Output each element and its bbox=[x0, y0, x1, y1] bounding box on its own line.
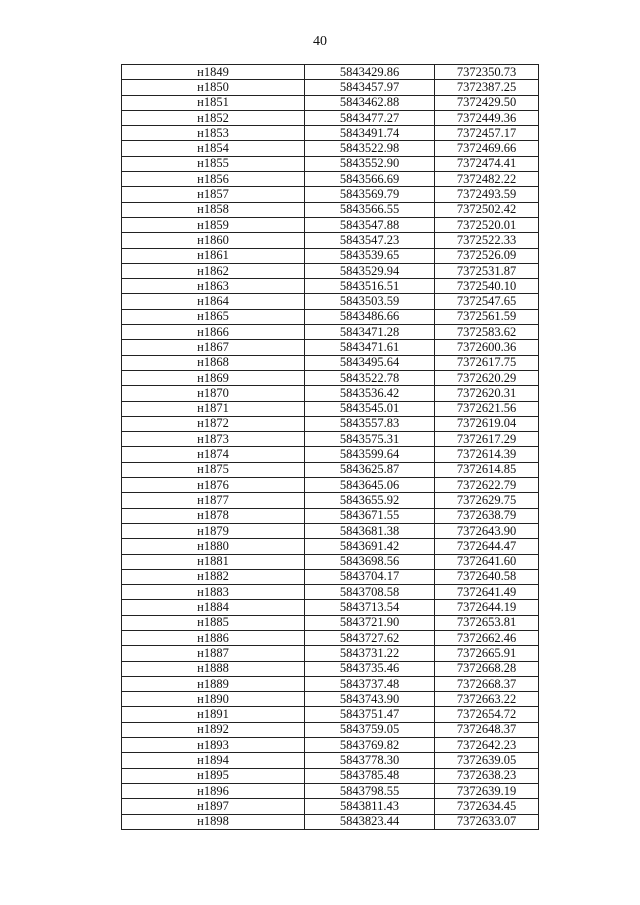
y-coordinate-cell: 7372662.46 bbox=[435, 630, 539, 645]
point-id-cell: н1896 bbox=[122, 783, 305, 798]
y-coordinate-cell: 7372653.81 bbox=[435, 615, 539, 630]
x-coordinate-cell: 5843491.74 bbox=[305, 126, 435, 141]
x-coordinate-cell: 5843743.90 bbox=[305, 692, 435, 707]
x-coordinate-cell: 5843698.56 bbox=[305, 554, 435, 569]
y-coordinate-cell: 7372639.19 bbox=[435, 783, 539, 798]
x-coordinate-cell: 5843737.48 bbox=[305, 676, 435, 691]
x-coordinate-cell: 5843713.54 bbox=[305, 600, 435, 615]
y-coordinate-cell: 7372350.73 bbox=[435, 65, 539, 80]
table-row bbox=[122, 141, 539, 156]
table-row bbox=[122, 279, 539, 294]
y-coordinate-cell: 7372547.65 bbox=[435, 294, 539, 309]
y-coordinate-cell: 7372638.23 bbox=[435, 768, 539, 783]
y-coordinate-cell: 7372583.62 bbox=[435, 325, 539, 340]
x-coordinate-cell: 5843575.31 bbox=[305, 432, 435, 447]
y-coordinate-cell: 7372629.75 bbox=[435, 493, 539, 508]
y-coordinate-cell: 7372387.25 bbox=[435, 80, 539, 95]
x-coordinate-cell: 5843671.55 bbox=[305, 508, 435, 523]
point-id-cell: н1856 bbox=[122, 172, 305, 187]
y-coordinate-cell: 7372531.87 bbox=[435, 263, 539, 278]
x-coordinate-cell: 5843727.62 bbox=[305, 630, 435, 645]
table-row bbox=[122, 217, 539, 232]
table-row bbox=[122, 401, 539, 416]
x-coordinate-cell: 5843735.46 bbox=[305, 661, 435, 676]
x-coordinate-cell: 5843566.69 bbox=[305, 172, 435, 187]
y-coordinate-cell: 7372641.49 bbox=[435, 585, 539, 600]
table-row bbox=[122, 416, 539, 431]
x-coordinate-cell: 5843645.06 bbox=[305, 478, 435, 493]
point-id-cell: н1857 bbox=[122, 187, 305, 202]
point-id-cell: н1863 bbox=[122, 279, 305, 294]
table-row bbox=[122, 768, 539, 783]
point-id-cell: н1858 bbox=[122, 202, 305, 217]
y-coordinate-cell: 7372482.22 bbox=[435, 172, 539, 187]
point-id-cell: н1872 bbox=[122, 416, 305, 431]
x-coordinate-cell: 5843557.83 bbox=[305, 416, 435, 431]
point-id-cell: н1897 bbox=[122, 799, 305, 814]
table-row bbox=[122, 753, 539, 768]
x-coordinate-cell: 5843778.30 bbox=[305, 753, 435, 768]
table-row bbox=[122, 478, 539, 493]
table-row bbox=[122, 600, 539, 615]
point-id-cell: н1886 bbox=[122, 630, 305, 645]
y-coordinate-cell: 7372614.85 bbox=[435, 462, 539, 477]
x-coordinate-cell: 5843569.79 bbox=[305, 187, 435, 202]
point-id-cell: н1865 bbox=[122, 309, 305, 324]
point-id-cell: н1867 bbox=[122, 340, 305, 355]
point-id-cell: н1871 bbox=[122, 401, 305, 416]
x-coordinate-cell: 5843751.47 bbox=[305, 707, 435, 722]
y-coordinate-cell: 7372642.23 bbox=[435, 738, 539, 753]
x-coordinate-cell: 5843539.65 bbox=[305, 248, 435, 263]
x-coordinate-cell: 5843462.88 bbox=[305, 95, 435, 110]
y-coordinate-cell: 7372654.72 bbox=[435, 707, 539, 722]
x-coordinate-cell: 5843477.27 bbox=[305, 110, 435, 125]
point-id-cell: н1861 bbox=[122, 248, 305, 263]
point-id-cell: н1851 bbox=[122, 95, 305, 110]
point-id-cell: н1866 bbox=[122, 325, 305, 340]
y-coordinate-cell: 7372619.04 bbox=[435, 416, 539, 431]
x-coordinate-cell: 5843798.55 bbox=[305, 783, 435, 798]
table-row bbox=[122, 309, 539, 324]
table-row bbox=[122, 370, 539, 385]
x-coordinate-cell: 5843429.86 bbox=[305, 65, 435, 80]
table-row bbox=[122, 156, 539, 171]
point-id-cell: н1855 bbox=[122, 156, 305, 171]
point-id-cell: н1890 bbox=[122, 692, 305, 707]
y-coordinate-cell: 7372502.42 bbox=[435, 202, 539, 217]
x-coordinate-cell: 5843704.17 bbox=[305, 569, 435, 584]
x-coordinate-cell: 5843811.43 bbox=[305, 799, 435, 814]
point-id-cell: н1889 bbox=[122, 676, 305, 691]
table-row bbox=[122, 539, 539, 554]
point-id-cell: н1894 bbox=[122, 753, 305, 768]
table-row bbox=[122, 585, 539, 600]
y-coordinate-cell: 7372614.39 bbox=[435, 447, 539, 462]
y-coordinate-cell: 7372617.29 bbox=[435, 432, 539, 447]
point-id-cell: н1874 bbox=[122, 447, 305, 462]
table-row bbox=[122, 722, 539, 737]
y-coordinate-cell: 7372640.58 bbox=[435, 569, 539, 584]
x-coordinate-cell: 5843823.44 bbox=[305, 814, 435, 829]
table-row bbox=[122, 783, 539, 798]
y-coordinate-cell: 7372643.90 bbox=[435, 523, 539, 538]
x-coordinate-cell: 5843769.82 bbox=[305, 738, 435, 753]
y-coordinate-cell: 7372665.91 bbox=[435, 646, 539, 661]
point-id-cell: н1868 bbox=[122, 355, 305, 370]
y-coordinate-cell: 7372469.66 bbox=[435, 141, 539, 156]
point-id-cell: н1850 bbox=[122, 80, 305, 95]
y-coordinate-cell: 7372620.31 bbox=[435, 386, 539, 401]
table-row bbox=[122, 676, 539, 691]
point-id-cell: н1881 bbox=[122, 554, 305, 569]
point-id-cell: н1884 bbox=[122, 600, 305, 615]
x-coordinate-cell: 5843457.97 bbox=[305, 80, 435, 95]
table-row bbox=[122, 202, 539, 217]
point-id-cell: н1887 bbox=[122, 646, 305, 661]
x-coordinate-cell: 5843486.66 bbox=[305, 309, 435, 324]
table-row bbox=[122, 355, 539, 370]
point-id-cell: н1895 bbox=[122, 768, 305, 783]
y-coordinate-cell: 7372622.79 bbox=[435, 478, 539, 493]
y-coordinate-cell: 7372633.07 bbox=[435, 814, 539, 829]
y-coordinate-cell: 7372668.37 bbox=[435, 676, 539, 691]
y-coordinate-cell: 7372522.33 bbox=[435, 233, 539, 248]
table-row bbox=[122, 172, 539, 187]
y-coordinate-cell: 7372639.05 bbox=[435, 753, 539, 768]
table-row bbox=[122, 248, 539, 263]
point-id-cell: н1869 bbox=[122, 370, 305, 385]
point-id-cell: н1870 bbox=[122, 386, 305, 401]
point-id-cell: н1888 bbox=[122, 661, 305, 676]
point-id-cell: н1882 bbox=[122, 569, 305, 584]
x-coordinate-cell: 5843681.38 bbox=[305, 523, 435, 538]
x-coordinate-cell: 5843495.64 bbox=[305, 355, 435, 370]
x-coordinate-cell: 5843731.22 bbox=[305, 646, 435, 661]
point-id-cell: н1898 bbox=[122, 814, 305, 829]
page-number: 40 bbox=[313, 34, 327, 49]
point-id-cell: н1854 bbox=[122, 141, 305, 156]
point-id-cell: н1862 bbox=[122, 263, 305, 278]
x-coordinate-cell: 5843691.42 bbox=[305, 539, 435, 554]
table-row bbox=[122, 569, 539, 584]
x-coordinate-cell: 5843529.94 bbox=[305, 263, 435, 278]
y-coordinate-cell: 7372600.36 bbox=[435, 340, 539, 355]
table-row bbox=[122, 386, 539, 401]
point-id-cell: н1880 bbox=[122, 539, 305, 554]
y-coordinate-cell: 7372526.09 bbox=[435, 248, 539, 263]
x-coordinate-cell: 5843471.28 bbox=[305, 325, 435, 340]
x-coordinate-cell: 5843536.42 bbox=[305, 386, 435, 401]
point-id-cell: н1885 bbox=[122, 615, 305, 630]
x-coordinate-cell: 5843721.90 bbox=[305, 615, 435, 630]
table-row bbox=[122, 615, 539, 630]
x-coordinate-cell: 5843566.55 bbox=[305, 202, 435, 217]
x-coordinate-cell: 5843471.61 bbox=[305, 340, 435, 355]
point-id-cell: н1860 bbox=[122, 233, 305, 248]
y-coordinate-cell: 7372520.01 bbox=[435, 217, 539, 232]
table-row bbox=[122, 80, 539, 95]
table-row bbox=[122, 126, 539, 141]
table-row bbox=[122, 447, 539, 462]
point-id-cell: н1852 bbox=[122, 110, 305, 125]
x-coordinate-cell: 5843552.90 bbox=[305, 156, 435, 171]
table-row bbox=[122, 661, 539, 676]
x-coordinate-cell: 5843516.51 bbox=[305, 279, 435, 294]
y-coordinate-cell: 7372641.60 bbox=[435, 554, 539, 569]
x-coordinate-cell: 5843708.58 bbox=[305, 585, 435, 600]
y-coordinate-cell: 7372457.17 bbox=[435, 126, 539, 141]
table-row bbox=[122, 692, 539, 707]
table-row bbox=[122, 646, 539, 661]
x-coordinate-cell: 5843547.23 bbox=[305, 233, 435, 248]
coordinates-table-body bbox=[122, 65, 539, 830]
table-row bbox=[122, 294, 539, 309]
table-row bbox=[122, 233, 539, 248]
table-row bbox=[122, 554, 539, 569]
x-coordinate-cell: 5843547.88 bbox=[305, 217, 435, 232]
table-row bbox=[122, 814, 539, 829]
table-row bbox=[122, 799, 539, 814]
x-coordinate-cell: 5843522.98 bbox=[305, 141, 435, 156]
y-coordinate-cell: 7372668.28 bbox=[435, 661, 539, 676]
point-id-cell: н1853 bbox=[122, 126, 305, 141]
table-row bbox=[122, 523, 539, 538]
point-id-cell: н1883 bbox=[122, 585, 305, 600]
x-coordinate-cell: 5843785.48 bbox=[305, 768, 435, 783]
point-id-cell: н1876 bbox=[122, 478, 305, 493]
table-row bbox=[122, 738, 539, 753]
x-coordinate-cell: 5843599.64 bbox=[305, 447, 435, 462]
point-id-cell: н1877 bbox=[122, 493, 305, 508]
table-row bbox=[122, 95, 539, 110]
y-coordinate-cell: 7372663.22 bbox=[435, 692, 539, 707]
x-coordinate-cell: 5843503.59 bbox=[305, 294, 435, 309]
table-row bbox=[122, 187, 539, 202]
y-coordinate-cell: 7372644.19 bbox=[435, 600, 539, 615]
y-coordinate-cell: 7372449.36 bbox=[435, 110, 539, 125]
table-row bbox=[122, 508, 539, 523]
point-id-cell: н1864 bbox=[122, 294, 305, 309]
table-row bbox=[122, 630, 539, 645]
y-coordinate-cell: 7372621.56 bbox=[435, 401, 539, 416]
y-coordinate-cell: 7372429.50 bbox=[435, 95, 539, 110]
point-id-cell: н1859 bbox=[122, 217, 305, 232]
point-id-cell: н1875 bbox=[122, 462, 305, 477]
y-coordinate-cell: 7372474.41 bbox=[435, 156, 539, 171]
point-id-cell: н1879 bbox=[122, 523, 305, 538]
table-row bbox=[122, 462, 539, 477]
table-row bbox=[122, 432, 539, 447]
point-id-cell: н1873 bbox=[122, 432, 305, 447]
table-row bbox=[122, 340, 539, 355]
x-coordinate-cell: 5843655.92 bbox=[305, 493, 435, 508]
table-row bbox=[122, 493, 539, 508]
x-coordinate-cell: 5843759.05 bbox=[305, 722, 435, 737]
point-id-cell: н1892 bbox=[122, 722, 305, 737]
y-coordinate-cell: 7372540.10 bbox=[435, 279, 539, 294]
y-coordinate-cell: 7372634.45 bbox=[435, 799, 539, 814]
y-coordinate-cell: 7372561.59 bbox=[435, 309, 539, 324]
y-coordinate-cell: 7372648.37 bbox=[435, 722, 539, 737]
point-id-cell: н1849 bbox=[122, 65, 305, 80]
table-row bbox=[122, 65, 539, 80]
coordinates-table bbox=[121, 64, 539, 830]
table-row bbox=[122, 263, 539, 278]
y-coordinate-cell: 7372617.75 bbox=[435, 355, 539, 370]
table-row bbox=[122, 707, 539, 722]
point-id-cell: н1891 bbox=[122, 707, 305, 722]
table-row bbox=[122, 110, 539, 125]
point-id-cell: н1893 bbox=[122, 738, 305, 753]
y-coordinate-cell: 7372644.47 bbox=[435, 539, 539, 554]
table-row bbox=[122, 325, 539, 340]
point-id-cell: н1878 bbox=[122, 508, 305, 523]
x-coordinate-cell: 5843545.01 bbox=[305, 401, 435, 416]
y-coordinate-cell: 7372620.29 bbox=[435, 370, 539, 385]
y-coordinate-cell: 7372638.79 bbox=[435, 508, 539, 523]
x-coordinate-cell: 5843522.78 bbox=[305, 370, 435, 385]
x-coordinate-cell: 5843625.87 bbox=[305, 462, 435, 477]
y-coordinate-cell: 7372493.59 bbox=[435, 187, 539, 202]
